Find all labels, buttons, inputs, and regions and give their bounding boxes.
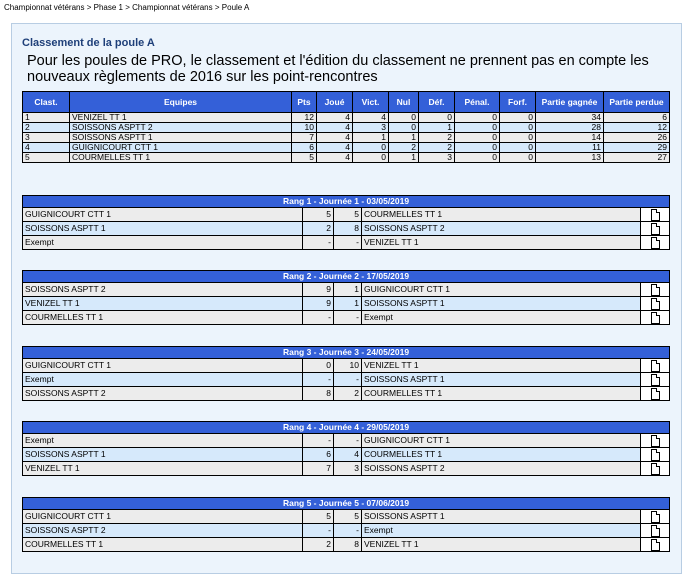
standings-cell: 2 [389, 143, 419, 153]
match-row [23, 462, 670, 476]
document-icon[interactable] [651, 511, 660, 523]
match-sheet-cell [641, 297, 670, 311]
away-score: - [334, 373, 362, 387]
standings-cell: 6 [604, 113, 670, 123]
home-score: 2 [303, 538, 334, 552]
match-row [23, 311, 670, 325]
round-title: Rang 3 - Journée 3 - 24/05/2019 [23, 347, 670, 359]
home-team: COURMELLES TT 1 [23, 538, 303, 552]
home-team: SOISSONS ASPTT 2 [23, 524, 303, 538]
round-header-row [23, 271, 670, 283]
home-score: - [303, 311, 334, 325]
results-panel [11, 23, 682, 574]
away-score: 1 [334, 297, 362, 311]
standings-cell: 27 [604, 153, 670, 163]
standings-cell: 0 [455, 133, 500, 143]
document-icon[interactable] [651, 525, 660, 537]
round-header-row [23, 498, 670, 510]
away-score: - [334, 434, 362, 448]
match-sheet-cell [641, 448, 670, 462]
match-sheet-cell [641, 462, 670, 476]
standings-row [23, 133, 670, 143]
round-table [22, 421, 670, 476]
standings-header-cell: Forf. [500, 92, 536, 113]
round-title: Rang 2 - Journée 2 - 17/05/2019 [23, 271, 670, 283]
match-row [23, 283, 670, 297]
standings-cell: 0 [455, 113, 500, 123]
breadcrumb-item[interactable]: Phase 1 [93, 3, 123, 12]
standings-cell: 28 [536, 123, 604, 133]
match-row [23, 208, 670, 222]
home-team: Exempt [23, 434, 303, 448]
document-icon[interactable] [651, 298, 660, 310]
round-header-row [23, 347, 670, 359]
away-team: SOISSONS ASPTT 2 [362, 462, 641, 476]
match-row [23, 236, 670, 250]
standings-cell: 0 [500, 143, 536, 153]
standings-cell: 0 [455, 123, 500, 133]
away-score: 2 [334, 387, 362, 401]
round-header-row [23, 422, 670, 434]
standings-cell: 4 [317, 113, 353, 123]
home-team: VENIZEL TT 1 [23, 462, 303, 476]
away-score: 5 [334, 510, 362, 524]
breadcrumb [4, 3, 249, 12]
standings-cell: 5 [292, 153, 317, 163]
home-score: 2 [303, 222, 334, 236]
breadcrumb-separator: > [214, 3, 220, 12]
match-row [23, 297, 670, 311]
away-team: SOISSONS ASPTT 1 [362, 297, 641, 311]
match-row [23, 538, 670, 552]
standings-cell: 13 [536, 153, 604, 163]
standings-header-cell: Joué [317, 92, 353, 113]
standings-cell: 6 [292, 143, 317, 153]
away-team: GUIGNICOURT CTT 1 [362, 434, 641, 448]
standings-cell: 4 [317, 143, 353, 153]
document-icon[interactable] [651, 388, 660, 400]
breadcrumb-item[interactable]: Championnat vétérans [132, 3, 213, 12]
standings-cell: 4 [317, 153, 353, 163]
standings-cell: 5 [23, 153, 70, 163]
match-sheet-cell [641, 510, 670, 524]
home-team: COURMELLES TT 1 [23, 311, 303, 325]
match-sheet-cell [641, 524, 670, 538]
document-icon[interactable] [651, 223, 660, 235]
standings-header-cell: Pts [292, 92, 317, 113]
standings-cell: 2 [23, 123, 70, 133]
home-team: SOISSONS ASPTT 1 [23, 222, 303, 236]
away-team: COURMELLES TT 1 [362, 208, 641, 222]
standings-row [23, 113, 670, 123]
standings-row [23, 123, 670, 133]
document-icon[interactable] [651, 209, 660, 221]
document-icon[interactable] [651, 463, 660, 475]
standings-cell: 1 [419, 123, 455, 133]
home-score: 5 [303, 510, 334, 524]
standings-cell: 4 [317, 133, 353, 143]
home-team: GUIGNICOURT CTT 1 [23, 208, 303, 222]
standings-cell: 4 [23, 143, 70, 153]
standings-cell: 1 [23, 113, 70, 123]
standings-cell: 7 [292, 133, 317, 143]
standings-cell: 0 [455, 143, 500, 153]
round-header-row [23, 196, 670, 208]
away-score: 8 [334, 538, 362, 552]
standings-header-cell: Nul [389, 92, 419, 113]
standings-cell: 0 [500, 133, 536, 143]
standings-cell: 0 [389, 113, 419, 123]
away-score: 10 [334, 359, 362, 373]
away-score: - [334, 524, 362, 538]
standings-cell: 3 [419, 153, 455, 163]
document-icon[interactable] [651, 374, 660, 386]
match-sheet-cell [641, 434, 670, 448]
home-score: - [303, 373, 334, 387]
standings-cell: 0 [500, 113, 536, 123]
home-team: GUIGNICOURT CTT 1 [23, 510, 303, 524]
away-team: SOISSONS ASPTT 1 [362, 510, 641, 524]
standings-cell: 4 [317, 123, 353, 133]
match-sheet-cell [641, 208, 670, 222]
home-score: 9 [303, 297, 334, 311]
match-row [23, 510, 670, 524]
standings-team-cell: SOISSONS ASPTT 1 [70, 133, 292, 143]
match-sheet-cell [641, 236, 670, 250]
standings-table [22, 91, 670, 163]
match-row [23, 373, 670, 387]
away-team: SOISSONS ASPTT 2 [362, 222, 641, 236]
document-icon[interactable] [651, 284, 660, 296]
document-icon[interactable] [651, 360, 660, 372]
standings-body [23, 113, 670, 163]
match-row [23, 524, 670, 538]
away-team: COURMELLES TT 1 [362, 448, 641, 462]
home-team: GUIGNICOURT CTT 1 [23, 359, 303, 373]
away-team: VENIZEL TT 1 [362, 236, 641, 250]
document-icon[interactable] [651, 435, 660, 447]
breadcrumb-separator: > [125, 3, 130, 12]
standings-cell: 26 [604, 133, 670, 143]
away-team: Exempt [362, 524, 641, 538]
standings-cell: 0 [353, 143, 389, 153]
standings-header-cell: Clast. [23, 92, 70, 113]
document-icon[interactable] [651, 237, 660, 249]
standings-row [23, 153, 670, 163]
home-score: 7 [303, 462, 334, 476]
match-row [23, 387, 670, 401]
away-team: Exempt [362, 311, 641, 325]
home-score: 5 [303, 208, 334, 222]
standings-cell: 12 [604, 123, 670, 133]
round-table [22, 346, 670, 401]
standings-cell: 0 [500, 123, 536, 133]
away-team: SOISSONS ASPTT 1 [362, 373, 641, 387]
away-score: 4 [334, 448, 362, 462]
standings-cell: 1 [389, 153, 419, 163]
standings-cell: 29 [604, 143, 670, 153]
home-team: VENIZEL TT 1 [23, 297, 303, 311]
standings-header-cell: Pénal. [455, 92, 500, 113]
document-icon[interactable] [651, 539, 660, 551]
away-team: VENIZEL TT 1 [362, 538, 641, 552]
home-score: 9 [303, 283, 334, 297]
section-title: Classement de la poule A [22, 37, 155, 49]
standings-header-cell: Vict. [353, 92, 389, 113]
standings-cell: 2 [419, 143, 455, 153]
away-score: 1 [334, 283, 362, 297]
standings-cell: 0 [389, 123, 419, 133]
match-row [23, 359, 670, 373]
home-team: SOISSONS ASPTT 2 [23, 283, 303, 297]
breadcrumb-item[interactable]: Championnat vétérans [4, 3, 85, 12]
standings-header-cell: Partie perdue [604, 92, 670, 113]
match-sheet-cell [641, 373, 670, 387]
match-sheet-cell [641, 359, 670, 373]
standings-cell: 0 [353, 153, 389, 163]
rules-notice: Pour les poules de PRO, le classement et l'édition du classement ne prennent pas en compte les nouveaux règlements de 2016 sur les point-rencontres [27, 53, 649, 85]
away-score: 8 [334, 222, 362, 236]
home-score: - [303, 524, 334, 538]
round-table [22, 497, 670, 552]
home-score: - [303, 236, 334, 250]
breadcrumb-separator: > [86, 3, 92, 12]
away-team: GUIGNICOURT CTT 1 [362, 283, 641, 297]
away-score: - [334, 311, 362, 325]
standings-header-cell: Equipes [70, 92, 292, 113]
away-score: - [334, 236, 362, 250]
standings-cell: 3 [353, 123, 389, 133]
home-score: 0 [303, 359, 334, 373]
standings-cell: 3 [23, 133, 70, 143]
standings-cell: 14 [536, 133, 604, 143]
document-icon[interactable] [651, 312, 660, 324]
away-score: 5 [334, 208, 362, 222]
standings-cell: 12 [292, 113, 317, 123]
standings-header-row [23, 92, 670, 113]
match-row [23, 448, 670, 462]
match-sheet-cell [641, 387, 670, 401]
standings-cell: 2 [419, 133, 455, 143]
away-score: 3 [334, 462, 362, 476]
round-table [22, 270, 670, 325]
home-score: - [303, 434, 334, 448]
away-team: VENIZEL TT 1 [362, 359, 641, 373]
round-title: Rang 4 - Journée 4 - 29/05/2019 [23, 422, 670, 434]
standings-team-cell: GUIGNICOURT CTT 1 [70, 143, 292, 153]
home-score: 6 [303, 448, 334, 462]
standings-team-cell: COURMELLES TT 1 [70, 153, 292, 163]
standings-cell: 1 [353, 133, 389, 143]
round-title: Rang 1 - Journée 1 - 03/05/2019 [23, 196, 670, 208]
standings-cell: 1 [389, 133, 419, 143]
home-score: 8 [303, 387, 334, 401]
match-sheet-cell [641, 311, 670, 325]
standings-cell: 10 [292, 123, 317, 133]
standings-cell: 0 [455, 153, 500, 163]
match-row [23, 222, 670, 236]
away-team: COURMELLES TT 1 [362, 387, 641, 401]
match-sheet-cell [641, 222, 670, 236]
round-title: Rang 5 - Journée 5 - 07/06/2019 [23, 498, 670, 510]
match-row [23, 434, 670, 448]
home-team: Exempt [23, 236, 303, 250]
standings-cell: 11 [536, 143, 604, 153]
standings-header-cell: Partie gagnée [536, 92, 604, 113]
standings-cell: 0 [419, 113, 455, 123]
document-icon[interactable] [651, 449, 660, 461]
match-sheet-cell [641, 538, 670, 552]
breadcrumb-current: Poule A [221, 3, 250, 12]
standings-team-cell: SOISSONS ASPTT 2 [70, 123, 292, 133]
match-sheet-cell [641, 283, 670, 297]
home-team: SOISSONS ASPTT 2 [23, 387, 303, 401]
standings-row [23, 143, 670, 153]
round-table [22, 195, 670, 250]
standings-cell: 34 [536, 113, 604, 123]
standings-cell: 0 [500, 153, 536, 163]
home-team: Exempt [23, 373, 303, 387]
standings-team-cell: VENIZEL TT 1 [70, 113, 292, 123]
standings-cell: 4 [353, 113, 389, 123]
home-team: SOISSONS ASPTT 1 [23, 448, 303, 462]
standings-header-cell: Déf. [419, 92, 455, 113]
